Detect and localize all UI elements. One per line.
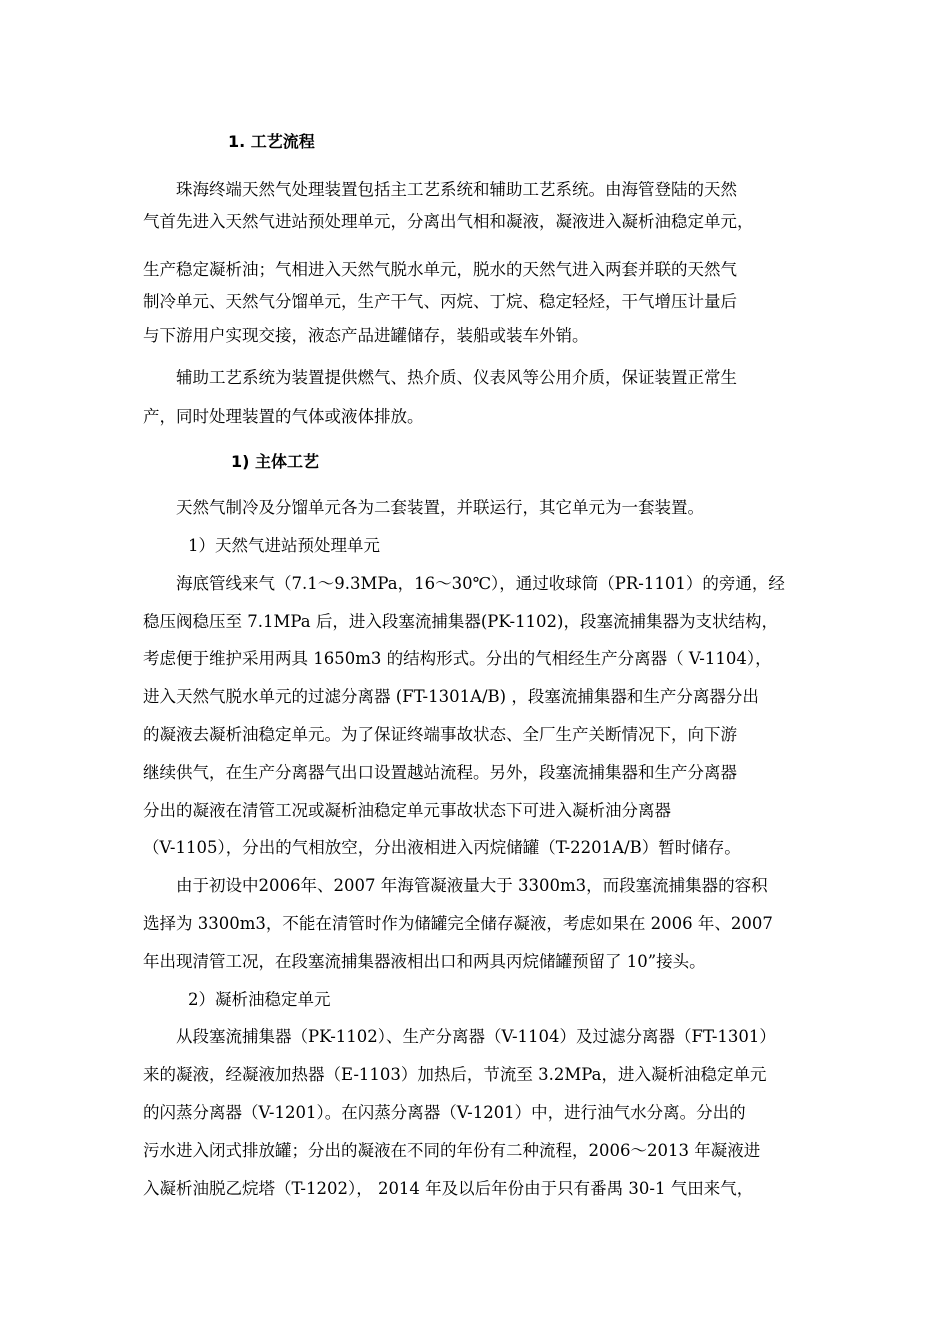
paragraph-line: 天然气制冷及分馏单元各为二套装置，并联运行，其它单元为一套装置。 — [176, 498, 704, 517]
paragraph-line: 继续供气，在生产分离器气出口设置越站流程。另外，段塞流捕集器和生产分离器 — [143, 763, 737, 782]
paragraph-line: 与下游用户实现交接，液态产品进罐储存，装船或装车外销。 — [143, 326, 589, 345]
section-heading-process-flow: 1. 工艺流程 — [228, 132, 315, 151]
paragraph-line: 选择为 3300m3，不能在清管时作为储罐完全储存凝液，考虑如果在 2006 年、2007 — [143, 914, 773, 933]
paragraph-line: 产，同时处理装置的气体或液体排放。 — [143, 407, 424, 426]
paragraph-line: 年出现清管工况，在段塞流捕集器液相出口和两具丙烷储罐预留了 10”接头。 — [143, 952, 706, 971]
paragraph-line: 的凝液去凝析油稳定单元。为了保证终端事故状态、全厂生产关断情况下，向下游 — [143, 725, 737, 744]
paragraph-line: 从段塞流捕集器（PK-1102）、生产分离器（V-1104）及过滤分离器（FT-1301） — [176, 1027, 776, 1046]
paragraph-line: 考虑便于维护采用两具 1650m3 的结构形式。分出的气相经生产分离器（ V-1104）， — [143, 649, 772, 668]
paragraph-line: 稳压阀稳压至 7.1MPa 后，进入段塞流捕集器(PK-1102)，段塞流捕集器为支状结构， — [143, 612, 778, 631]
paragraph-line: 的闪蒸分离器（V-1201）。在闪蒸分离器（V-1201）中，进行油气水分离。分出的 — [143, 1103, 746, 1122]
paragraph-line: 海底管线来气（7.1～9.3MPa，16～30℃），通过收球筒（PR-1101）的旁通，经 — [176, 574, 785, 593]
paragraph-line: 生产稳定凝析油；气相进入天然气脱水单元，脱水的天然气进入两套并联的天然气 — [143, 260, 737, 279]
paragraph-line: 分出的凝液在清管工况或凝析油稳定单元事故状态下可进入凝析油分离器 — [143, 801, 671, 820]
paragraph-line: 气首先进入天然气进站预处理单元，分离出气相和凝液，凝液进入凝析油稳定单元， — [143, 212, 754, 231]
paragraph-line: （V-1105），分出的气相放空，分出液相进入丙烷储罐（T-2201A/B）暂时储存。 — [143, 838, 741, 857]
subsection-heading-main-process: 1) 主体工艺 — [231, 452, 320, 471]
subsection-title-preprocessing: 1）天然气进站预处理单元 — [188, 536, 380, 555]
paragraph-line: 辅助工艺系统为装置提供燃气、热介质、仪表风等公用介质，保证装置正常生 — [176, 368, 737, 387]
paragraph-line: 由于初设中2006年、2007 年海管凝液量大于 3300m3，而段塞流捕集器的容积 — [176, 876, 768, 895]
paragraph-line: 污水进入闭式排放罐；分出的凝液在不同的年份有二种流程，2006～2013 年凝液进 — [143, 1141, 761, 1160]
paragraph-line: 入凝析油脱乙烷塔（T-1202）， 2014 年及以后年份由于只有番禺 30-1 气田来气， — [143, 1179, 754, 1198]
paragraph-line: 制冷单元、天然气分馏单元，生产干气、丙烷、丁烷、稳定轻烃，干气增压计量后 — [143, 292, 737, 311]
paragraph-line: 珠海终端天然气处理装置包括主工艺系统和辅助工艺系统。由海管登陆的天然 — [176, 180, 737, 199]
subsection-title-condensate: 2）凝析油稳定单元 — [188, 990, 331, 1009]
paragraph-line: 进入天然气脱水单元的过滤分离器 (FT-1301A/B) ，段塞流捕集器和生产分离器分出 — [143, 687, 759, 706]
paragraph-line: 来的凝液，经凝液加热器（E-1103）加热后，节流至 3.2MPa，进入凝析油稳定单元 — [143, 1065, 767, 1084]
